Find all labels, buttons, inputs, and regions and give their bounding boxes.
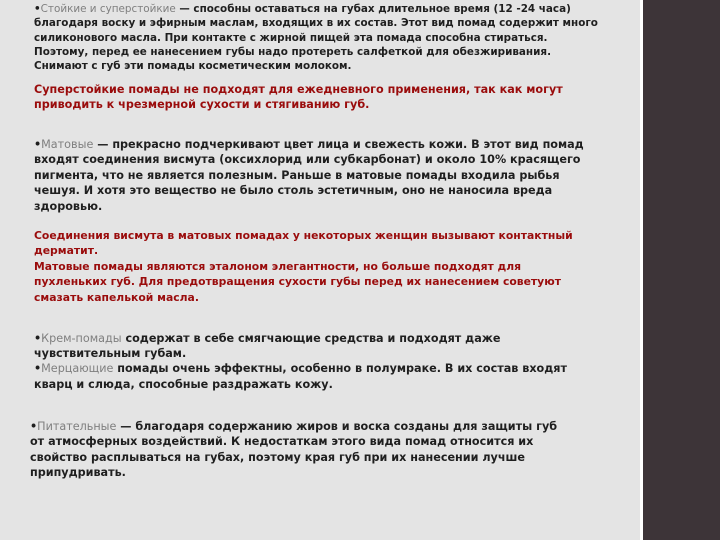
term-matte: Матовые <box>41 138 94 151</box>
term-nourishing: Питательные <box>37 420 117 433</box>
paragraph-text: содержат в себе смягчающие средства и подходят даже чувствительным губам. <box>34 332 501 361</box>
sidebar-decoration <box>643 0 720 540</box>
bullet: • <box>34 362 42 376</box>
warning-resistant-lipsticks: Суперстойкие помады не подходят для ежедневного применения, так как могут приводить к чрезмерной сухости и стягиванию губ. <box>34 83 563 111</box>
paragraph-text: — прекрасно подчеркивают цвет лица и свежесть кожи. В этот вид помад входят соединения висмута (оксихлорид или субкарбонат) и около 10% красящего пигмента, что не является полезным. Раньше в матовые помады входила рыбья чешуя. И хотя это вещество не было столь эстетичным, оно не наносила вреда здоровью. <box>34 138 584 213</box>
term-cream: Крем-помады <box>41 332 122 345</box>
term-resistant: Стойкие и суперстойкие <box>40 3 176 15</box>
paragraph-text: помады очень эффектны, особенно в полумраке. В их состав входят кварц и слюда, способные раздражать кожу. <box>34 362 567 391</box>
warning-matte-lipsticks: Соединения висмута в матовых помадах у некоторых женщин вызывают контактный дерматит. Матовые помады являются эталоном элегантности, но больше подходят для пухленьких губ. Для предотвращения сухости губы перед их нанесением советуют смазать капелькой масла. <box>34 229 573 304</box>
term-shimmer: Мерцающие <box>41 362 114 376</box>
paragraph-text: — способны оставаться на губах длительное время (12 -24 часа) благодаря воску и эфирным маслам, входящих в их состав. Этот вид помад содержит много силиконового масла. При контакте с жирной пищей эта помада способна стираться. Поэтому, перед ее нанесением губы надо протереть салфеткой для обезжиривания. Снимают с губ эти помады косметическим молоком. <box>34 3 598 73</box>
paragraph-matte-lipsticks <box>34 137 634 214</box>
bullet: • <box>30 420 38 433</box>
paragraph-resistant-lipsticks <box>34 2 634 73</box>
bullet: • <box>34 332 42 345</box>
paragraph-cream-shimmer-lipsticks <box>34 331 634 392</box>
paragraph-nourishing-lipsticks <box>30 419 630 481</box>
paragraph-text: — благодаря содержанию жиров и воска созданы для защиты губ от атмосферных воздействий. К недостаткам этого вида помад относится их свойство расплываться на губах, поэтому края губ при их нанесении лучше припудривать. <box>30 420 558 480</box>
bullet: • <box>34 3 41 15</box>
bullet: • <box>34 138 42 151</box>
